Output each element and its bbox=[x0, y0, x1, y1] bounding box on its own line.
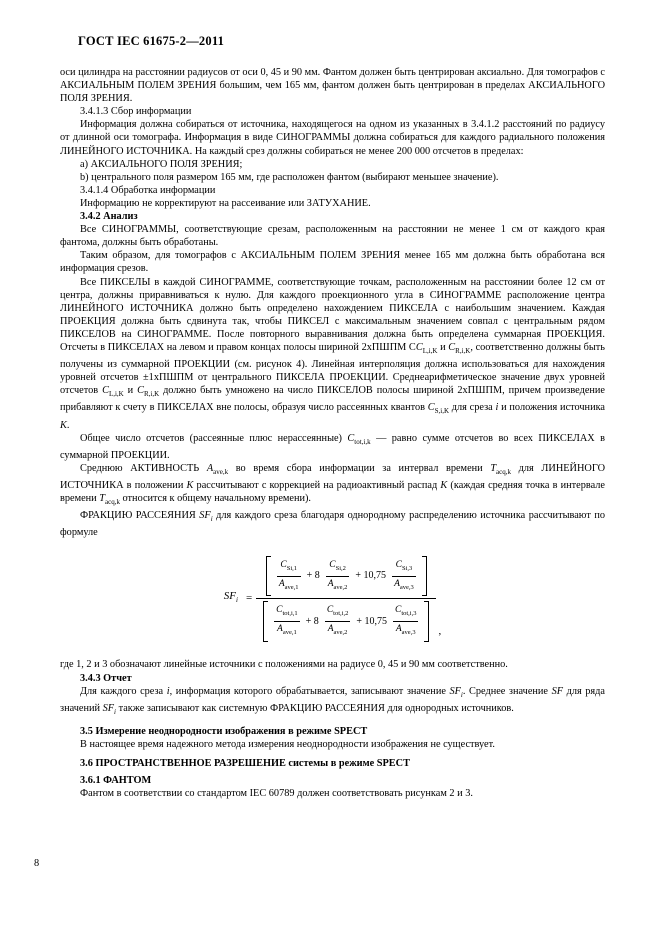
paragraph-12: Общее число отсчетов (рассеянные плюс нерассеянные) $C_{tot,i,k}$ — равно сумме отсчетов во всех ПИКСЕЛАХ в суммарной ПРОЕКЦИИ. bbox=[60, 432, 605, 461]
den-term-2: $\frac{C_{tot,i,2}}{A_{ave,2}}$ bbox=[326, 605, 349, 637]
formula-label: $SF_i$ bbox=[223, 590, 238, 605]
formula-expression bbox=[224, 554, 441, 645]
numerator-bracket bbox=[263, 556, 430, 597]
formula-equals: = bbox=[245, 592, 253, 605]
paragraph-9: Все СИНОГРАММЫ, соответствующие срезам, расположенным на расстоянии не менее 1 см от каждого края фантома, должны быть обработаны. bbox=[60, 224, 605, 249]
heading-3-6-1: 3.6.1 ФАНТОМ bbox=[80, 775, 152, 787]
paragraph-17: Для каждого среза i, информация которого обрабатывается, записывают значение $SF_i$. Среднее значение SF для ряда значений $SF_i$ также записывают как системную ФРАКЦИЮ РАССЕЯНИЯ для однородных источников. bbox=[60, 685, 605, 716]
heading-3-6: 3.6 ПРОСТРАНСТВЕННОЕ РАЗРЕШЕНИЕ системы в режиме SPECT bbox=[80, 758, 410, 770]
num-term-3: $\frac{C_{Si,3}}{A_{ave,3}}$ bbox=[394, 559, 414, 591]
num-term-1: $\frac{C_{Si,1}}{A_{ave,1}}$ bbox=[278, 559, 299, 591]
scatter-fraction-formula bbox=[60, 554, 605, 645]
den-term-1: $\frac{C_{tot,i,1}}{A_{ave,1}}$ bbox=[276, 605, 298, 637]
heading-3-4-1-3: 3.4.1.3 Сбор информации bbox=[80, 106, 192, 118]
den-op-2: + 10,75 bbox=[356, 616, 387, 628]
den-term-3: $\frac{C_{tot,i,3}}{A_{ave,3}}$ bbox=[394, 605, 417, 637]
bracket-right bbox=[422, 556, 427, 597]
list-item-b: b) центрального поля размером 165 мм, где расположен фантом (выбирают меньшее значение). bbox=[80, 171, 499, 183]
list-item-a: a) АКСИАЛЬНОГО ПОЛЯ ЗРЕНИЯ; bbox=[80, 158, 243, 170]
paragraph-1: оси цилиндра на расстоянии радиусов от оси 0, 45 и 90 мм. Фантом должен быть центрирован аксиально. Для томографов с АКСИАЛЬНЫМ ПОЛЕМ ЗРЕНИЯ большим, чем 165 мм, фантом должен быть центрирован в пределах АКСИАЛЬНОГО ПОЛЯ ЗРЕНИЯ. bbox=[60, 67, 605, 105]
heading-3-4-3: 3.4.3 Отчет bbox=[80, 672, 132, 684]
heading-3-5: 3.5 Измерение неоднородности изображения в режиме SPECT bbox=[80, 725, 368, 737]
den-op-1: + 8 bbox=[305, 616, 319, 628]
page-number: 8 bbox=[34, 858, 40, 869]
paragraph-3: Информация должна собираться от источника, находящегося на одном из указанных в 3.4.1.2 расстояний по радиусу от длинной оси томографа. Информация в виде СИНОГРАММЫ должна собираться для каждого радиального положения ЛИНЕЙНОГО ИСТОЧНИКА. На каждый срез должны собираться не менее 200 000 отсчетов в пределах: bbox=[60, 119, 605, 157]
paragraph-10: Таким образом, для томографов с АКСИАЛЬНЫМ ПОЛЕМ ЗРЕНИЯ менее 165 мм должна быть обработана вся информация срезов. bbox=[60, 250, 605, 275]
num-term-2: $\frac{C_{Si,2}}{A_{ave,2}}$ bbox=[327, 559, 348, 591]
paragraph-14: ФРАКЦИЮ РАССЕЯНИЯ $SF_i$ для каждого среза благодаря однородному распределению источника рассчитывают по формуле bbox=[60, 510, 605, 539]
heading-3-4-2: 3.4.2 Анализ bbox=[80, 211, 138, 223]
denominator-bracket bbox=[260, 601, 432, 642]
num-op-1: + 8 bbox=[306, 570, 320, 582]
paragraph-19: В настоящее время надежного метода измерения неоднородности изображения не существует. bbox=[80, 739, 495, 751]
formula-trailing-comma: , bbox=[438, 625, 442, 638]
document-body bbox=[60, 66, 605, 800]
formula-numerator bbox=[259, 554, 434, 599]
paragraph-15: где 1, 2 и 3 обозначают линейные источники с положениями на радиусе 0, 45 и 90 мм соответственно. bbox=[60, 659, 508, 671]
page-header: ГОСТ IEC 61675-2—2011 bbox=[78, 34, 225, 48]
paragraph-13: Среднюю АКТИВНОСТЬ $A_{ave,k}$ во время сбора информации за интервал времени $T_{acq,k}$ для ЛИНЕЙНОГО ИСТОЧНИКА в положении K рассчитывают с коррекцией на радиоактивный распад K (каждая средняя точка в интервале времени $T_{acq,k}$ относится к общему начальному времени). bbox=[60, 462, 606, 507]
paragraph-11: Все ПИКСЕЛЫ в каждой СИНОГРАММЕ, соответствующие точкам, расположенным на расстоянии более 12 см от центра, должны приравниваться к нулю. Для каждого проекционного угла в СИНОГРАММЕ расположение центра ЛИНЕЙНОГО ИСТОЧНИКА должно быть определено нахождением ПИКСЕЛА с наибольшим значением. Каждая ПРОЕКЦИЯ должна быть сдвинута так, чтобы ПИКСЕЛ с максимальным значением совпал с центральным рядом ПИКСЕЛОВ на СИНОГРАММЕ. После повторного выравнивания должна быть определена суммарная ПРОЕКЦИЯ. Отсчеты в ПИКСЕЛАХ на левом и правом концах полосы шириной 2хПШПМ $CC_{L,i,K}$ и $C_{R,i,K}$, соответственно должны быть получены из суммарной ПРОЕКЦИИ (см. рисунок 4). Линейная интерполяция должна использоваться для нахождения уровней отсчетов ±1хПШПМ от центрального ПИКСЕЛА ПРОЕКЦИИ. Среднеарифметическое значение двух уровней отсчетов $C_{L,i,K}$ и $C_{R,i,K}$ должно быть умножено на число ПИКСЕЛОВ полосы шириной 2хПШПМ, причем произведение прибавляют к счету в ПИКСЕЛАХ вне полосы, образуя число рассеянных квантов $C_{S,i,K}$ для среза i и положения источника K. bbox=[60, 276, 605, 431]
paragraph-7: Информацию не корректируют на рассеивание или ЗАТУХАНИЕ. bbox=[80, 197, 371, 209]
formula-fraction bbox=[256, 554, 436, 645]
formula-denominator bbox=[256, 599, 436, 644]
paragraph-11-text: Все ПИКСЕЛЫ в каждой СИНОГРАММЕ, соответствующие точкам, расположенным на расстоянии более 12 см от центра, должны приравниваться к нулю. Для каждого проекционного угла в СИНОГРАММЕ расположение центра ЛИНЕЙНОГО ИСТОЧНИКА должно быть определено нахождением ПИКСЕЛА с наибольшим значением. Каждая ПРОЕКЦИЯ должна быть сдвинута так, чтобы ПИКСЕЛ с максимальным значением совпал с центральным рядом ПИКСЕЛОВ на СИНОГРАММЕ. После повторного выравнивания должна быть определена суммарная ПРОЕКЦИЯ. Отсчеты в ПИКСЕЛАХ на левом и правом концах полосы шириной 2хПШПМ C bbox=[60, 276, 605, 353]
heading-3-4-1-4: 3.4.1.4 Обработка информации bbox=[80, 184, 216, 196]
paragraph-22: Фантом в соответствии со стандартом IEC 60789 должен соответствовать рисункам 2 и 3. bbox=[80, 788, 473, 800]
num-op-2: + 10,75 bbox=[355, 570, 387, 582]
bracket-right-den bbox=[424, 601, 429, 642]
